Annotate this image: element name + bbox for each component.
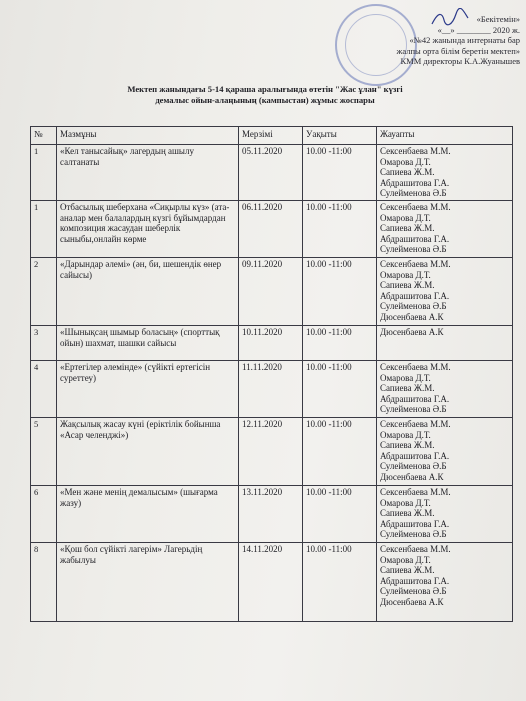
table-body bbox=[31, 145, 513, 622]
responsible-person: Сулейменова Ә.Б bbox=[380, 404, 447, 415]
header-time: Уақыты bbox=[303, 127, 377, 145]
responsible-person: Абдрашитова Г.А. bbox=[380, 450, 450, 461]
responsible-person: Сулейменова Ә.Б bbox=[380, 188, 447, 199]
row-responsible bbox=[377, 542, 513, 621]
responsible-person: Сексенбаева М.М. bbox=[380, 361, 451, 372]
row-number: 8 bbox=[31, 542, 57, 621]
row-responsible bbox=[377, 417, 513, 485]
row-number: 5 bbox=[31, 417, 57, 485]
approval-school-line2: жалпы орта білім беретін мектеп» bbox=[396, 45, 520, 56]
row-responsible bbox=[377, 325, 513, 360]
row-number: 4 bbox=[31, 360, 57, 417]
responsible-person: Сулейменова Ә.Б bbox=[380, 529, 447, 540]
row-content: «Шынықсаң шымыр боласың» (спорттық ойын) шахмат, шашки сайысы bbox=[57, 325, 239, 360]
responsible-person: Сулейменова Ә.Б bbox=[380, 461, 447, 472]
responsible-person: Сексенбаева М.М. bbox=[380, 418, 451, 429]
approval-school-line1: «№42 жанында интернаты бар bbox=[409, 35, 520, 45]
row-responsible bbox=[377, 257, 513, 325]
responsible-person: Сексенбаева М.М. bbox=[380, 201, 451, 212]
row-number: 2 bbox=[31, 257, 57, 325]
row-content: «Дарындар әлемі» (ән, би, шешендік өнер сайысы) bbox=[57, 257, 239, 325]
responsible-person: Сулейменова Ә.Б bbox=[380, 244, 447, 255]
responsible-person: Омарова Д.Т. bbox=[380, 269, 431, 280]
responsible-person: Дюсенбаева А.К bbox=[380, 471, 444, 482]
responsible-person: Абдрашитова Г.А. bbox=[380, 177, 450, 188]
responsible-person: Омарова Д.Т. bbox=[380, 212, 431, 223]
responsible-person: Омарова Д.Т. bbox=[380, 429, 431, 440]
row-time: 10.00 -11:00 bbox=[303, 360, 377, 417]
row-time: 10.00 -11:00 bbox=[303, 417, 377, 485]
row-content: Жақсылық жасау күні (еріктілік бойынша «Асар челенджі») bbox=[57, 417, 239, 485]
row-number: 1 bbox=[31, 200, 57, 257]
responsible-person: Омарова Д.Т. bbox=[380, 156, 431, 167]
row-number: 3 bbox=[31, 325, 57, 360]
responsible-person: Омарова Д.Т. bbox=[380, 372, 431, 383]
row-time: 10.00 -11:00 bbox=[303, 200, 377, 257]
row-date: 05.11.2020 bbox=[239, 145, 303, 201]
row-content: «Кел танысайық» лагердың ашылу салтанаты bbox=[57, 145, 239, 201]
responsible-person: Сулейменова Ә.Б bbox=[380, 301, 447, 312]
table-row bbox=[31, 360, 513, 417]
approval-block bbox=[340, 14, 520, 67]
row-responsible bbox=[377, 485, 513, 542]
responsible-person: Сапиева Ж.М. bbox=[380, 383, 435, 394]
responsible-person: Дюсенбаева А.К bbox=[380, 326, 444, 337]
row-time: 10.00 -11:00 bbox=[303, 485, 377, 542]
table-row bbox=[31, 200, 513, 257]
table-row bbox=[31, 485, 513, 542]
row-number: 6 bbox=[31, 485, 57, 542]
header-number: № bbox=[31, 127, 57, 145]
responsible-person: Абдрашитова Г.А. bbox=[380, 233, 450, 244]
table-row bbox=[31, 417, 513, 485]
row-time: 10.00 -11:00 bbox=[303, 257, 377, 325]
responsible-person: Сапиева Ж.М. bbox=[380, 508, 435, 519]
responsible-person: Абдрашитова Г.А. bbox=[380, 518, 450, 529]
document-title bbox=[40, 84, 490, 106]
responsible-person: Омарова Д.Т. bbox=[380, 497, 431, 508]
table-row bbox=[31, 257, 513, 325]
responsible-person: Сапиева Ж.М. bbox=[380, 280, 435, 291]
row-date: 11.11.2020 bbox=[239, 360, 303, 417]
row-date: 09.11.2020 bbox=[239, 257, 303, 325]
title-line1: Мектеп жанындағы 5-14 қараша аралығында өтетін "Жас ұлан" күзгі bbox=[127, 84, 403, 94]
row-time: 10.00 -11:00 bbox=[303, 145, 377, 201]
responsible-person: Сулейменова Ә.Б bbox=[380, 586, 447, 597]
responsible-person: Дюсенбаева А.К bbox=[380, 596, 444, 607]
responsible-person: Сексенбаева М.М. bbox=[380, 543, 451, 554]
row-responsible bbox=[377, 360, 513, 417]
row-content: Отбасылық шеберхана «Сиқырлы күз» (ата-аналар мен балалардың күзгі бұйымдардан композиция жасаудан шеберлік сыныбы,онлайн көрме bbox=[57, 200, 239, 257]
row-date: 12.11.2020 bbox=[239, 417, 303, 485]
header-responsible: Жауапты bbox=[377, 127, 513, 145]
approval-date: «__» ________ 2020 ж. bbox=[437, 24, 520, 35]
table-row bbox=[31, 145, 513, 201]
approval-heading: «Бекітемін» bbox=[476, 14, 520, 24]
responsible-person: Абдрашитова Г.А. bbox=[380, 393, 450, 404]
row-number: 1 bbox=[31, 145, 57, 201]
row-content: «Қош бол сүйікті лагерім» Лагерьдің жабылуы bbox=[57, 542, 239, 621]
row-responsible bbox=[377, 145, 513, 201]
responsible-person: Омарова Д.Т. bbox=[380, 554, 431, 565]
responsible-person: Дюсенбаева А.К bbox=[380, 311, 444, 322]
responsible-person: Сапиева Ж.М. bbox=[380, 223, 435, 234]
responsible-person: Сапиева Ж.М. bbox=[380, 167, 435, 178]
responsible-person: Абдрашитова Г.А. bbox=[380, 290, 450, 301]
responsible-person: Абдрашитова Г.А. bbox=[380, 575, 450, 586]
responsible-person: Сексенбаева М.М. bbox=[380, 146, 451, 156]
responsible-person: Сапиева Ж.М. bbox=[380, 565, 435, 576]
row-date: 13.11.2020 bbox=[239, 485, 303, 542]
plan-table bbox=[30, 126, 513, 622]
table-header-row bbox=[31, 127, 513, 145]
approval-director: КММ директоры К.А.Жуанышев bbox=[400, 56, 520, 66]
row-date: 10.11.2020 bbox=[239, 325, 303, 360]
title-line2: демалыс ойын-алаңының (кампыстан) жұмыс жоспары bbox=[155, 95, 375, 105]
table-row bbox=[31, 325, 513, 360]
responsible-person: Сексенбаева М.М. bbox=[380, 258, 451, 269]
responsible-person: Сексенбаева М.М. bbox=[380, 486, 451, 497]
row-date: 14.11.2020 bbox=[239, 542, 303, 621]
header-date: Мерзімі bbox=[239, 127, 303, 145]
responsible-person: Сапиева Ж.М. bbox=[380, 440, 435, 451]
table-row bbox=[31, 542, 513, 621]
row-time: 10.00 -11:00 bbox=[303, 325, 377, 360]
row-responsible bbox=[377, 200, 513, 257]
row-content: «Ертегілер әлемінде» (сүйікті ертегісін суреттеу) bbox=[57, 360, 239, 417]
row-date: 06.11.2020 bbox=[239, 200, 303, 257]
row-content: «Мен және менің демалысым» (шығарма жазу) bbox=[57, 485, 239, 542]
row-time: 10.00 -11:00 bbox=[303, 542, 377, 621]
header-content: Мазмұны bbox=[57, 127, 239, 145]
